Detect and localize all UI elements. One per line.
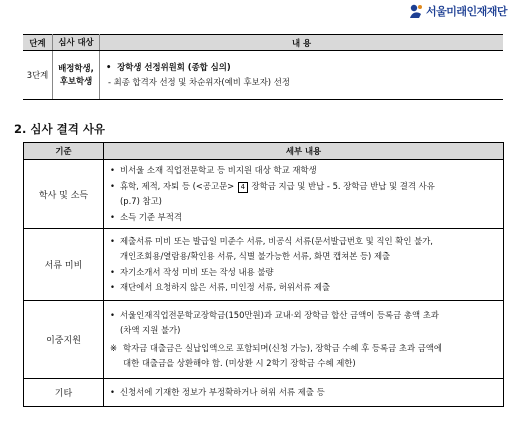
criterion-cell: 이중지원 — [24, 301, 104, 379]
table-header-row — [23, 35, 503, 51]
review-stage-table — [23, 34, 503, 100]
target-cell — [53, 51, 100, 100]
list-item-text-part: 휴학, 제적, 자퇴 등 (<공고문> — [120, 180, 235, 191]
foundation-name: 서울미래인재재단 — [425, 5, 507, 18]
bullet: • — [110, 386, 115, 397]
header-detail: 세부 내용 — [104, 143, 504, 160]
note-line: 학자금 대출금은 실납입액으로 포함되며(신청 가능), 장학금 수혜 후 등록금 초과 금액에 — [123, 342, 442, 353]
table-row — [24, 160, 504, 229]
criterion-cell: 학사 및 소득 — [24, 160, 104, 229]
foundation-logo — [408, 3, 507, 19]
header-target: 심사 대상 — [53, 35, 100, 51]
criterion-cell: 서류 미비 — [24, 229, 104, 301]
bullet: • — [106, 62, 112, 72]
list-item — [110, 210, 499, 226]
criterion-cell: 기타 — [24, 379, 104, 407]
list-item — [110, 265, 499, 281]
table-header-row — [24, 143, 504, 160]
list-item — [110, 163, 499, 179]
detail-cell — [104, 160, 504, 229]
target-line: 후보학생 — [59, 76, 93, 86]
header-content: 내 용 — [100, 35, 504, 51]
list-item-text — [120, 179, 499, 195]
section-title: 2. 심사 결격 사유 — [14, 122, 106, 136]
list-item-text: 제출서류 미비 또는 발급일 미준수 서류, 비공식 서류(문서발급번호 및 직인 확인 불가, — [120, 235, 433, 246]
table-row — [24, 301, 504, 379]
numbered-box: 4 — [238, 182, 248, 193]
list-item-text: 신청서에 기재한 정보가 부정확하거나 허위 서류 제출 등 — [120, 386, 325, 397]
stage-cell: 3단계 — [23, 51, 53, 100]
bullet: • — [110, 211, 115, 222]
content-sub: - 최종 합격자 선정 및 차순위자(예비 후보자) 선정 — [108, 77, 290, 87]
list-item-continuation: 개인조회용/열람용/확인용 서류, 식별 불가능한 서류, 화면 캡쳐본 등) 제출 — [120, 251, 391, 261]
detail-cell — [104, 301, 504, 379]
note — [110, 341, 499, 372]
note-mark: ※ — [110, 342, 118, 353]
header-stage: 단계 — [23, 35, 53, 51]
list-item-text: 서울인재직업전문학교장학금(150만원)과 교내·외 장학금 합산 금액이 등록금 총액 초과 — [120, 309, 439, 320]
bullet: • — [110, 165, 115, 175]
list-item-text-part: 장학금 지급 및 반납 - 5. 장학금 반납 및 결격 사유 — [251, 180, 435, 191]
note-text — [123, 341, 442, 372]
header-criterion: 기준 — [24, 143, 104, 160]
bullet: • — [110, 266, 115, 277]
list-item-text: 자기소개서 작성 미비 또는 작성 내용 불량 — [120, 266, 274, 277]
list-item-text: 재단에서 요청하지 않은 서류, 미인정 서류, 허위서류 제출 — [120, 282, 331, 292]
list-item-text: 소득 기준 부적격 — [120, 211, 182, 222]
note-line: 대한 대출금을 상환해야 함. (미상환 시 2학기 장학금 수혜 제한) — [123, 358, 356, 368]
list-item — [110, 308, 499, 324]
bullet: • — [110, 180, 115, 191]
table-row — [24, 229, 504, 301]
bullet: • — [110, 235, 115, 246]
list-item — [110, 234, 499, 250]
content-cell — [100, 51, 504, 100]
bullet: • — [110, 309, 115, 320]
detail-cell — [104, 379, 504, 407]
target-line: 배정학생, — [58, 63, 94, 73]
list-item-text: 비서울 소재 직업전문학교 등 비지원 대상 학교 재학생 — [120, 165, 317, 175]
content-main-text: 장학생 선정위원회 (종합 심의) — [117, 62, 231, 72]
table-row — [24, 379, 504, 407]
list-item-continuation: (p.7) 참고) — [120, 196, 162, 206]
bullet: • — [110, 282, 115, 292]
disqualification-table — [23, 142, 504, 407]
list-item-continuation: (차액 지원 불가) — [120, 325, 181, 335]
list-item — [110, 280, 499, 296]
detail-cell — [104, 229, 504, 301]
foundation-logo-icon — [408, 3, 424, 19]
table-row — [23, 51, 503, 100]
content-main — [106, 60, 503, 75]
list-item — [110, 385, 499, 401]
list-item — [110, 179, 499, 195]
